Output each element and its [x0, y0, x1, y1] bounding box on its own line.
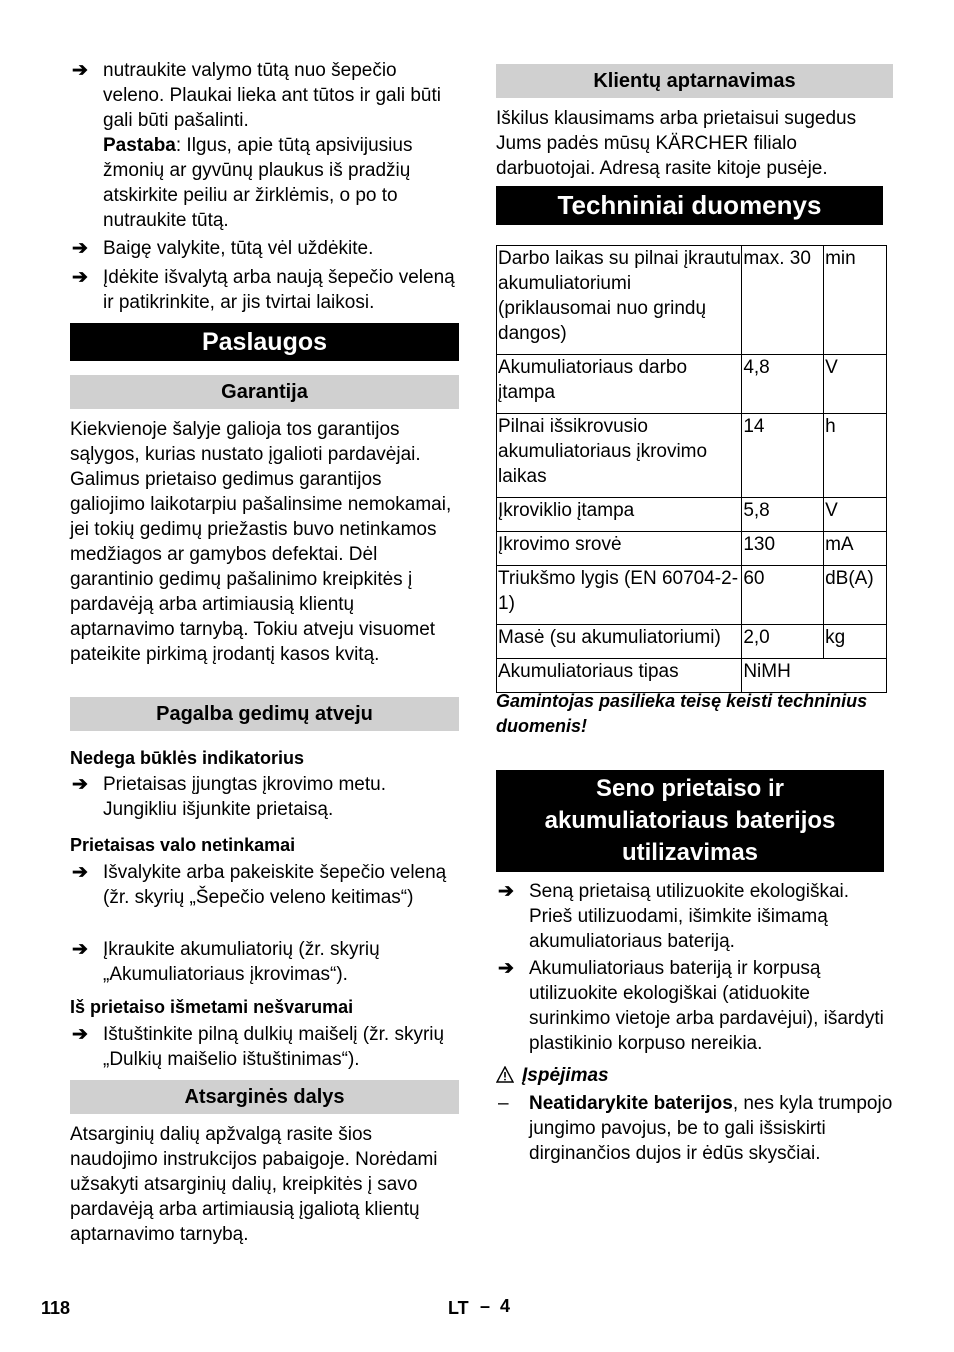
- bullet-item: [70, 860, 459, 910]
- subsection-title-warranty: Garantija: [70, 375, 459, 409]
- section-title-services: Paslaugos: [70, 323, 459, 361]
- subsection-title-customer-service: Klientų aptarnavimas: [496, 64, 893, 98]
- arrow-icon: ➔: [72, 1024, 88, 1045]
- table-cell-label: Pilnai išsikrovusio akumuliatoriaus įkrovimo laikas: [497, 414, 742, 498]
- arrow-icon: ➔: [72, 267, 88, 288]
- bullet-item: [70, 772, 459, 822]
- table-cell-unit: mA: [824, 532, 887, 566]
- subsection-title-spares: Atsarginės dalys: [70, 1080, 459, 1114]
- page-number: 118: [41, 1298, 71, 1318]
- technical-data-note: Gamintojas pasilieka teisę keisti techninius duomenis!: [496, 691, 868, 736]
- table-cell-value: 4,8: [742, 355, 824, 414]
- bullet-text: Įkraukite akumuliatorių (žr. skyrių „Akumuliatoriaus įkrovimas“).: [103, 939, 380, 985]
- table-cell-value: 5,8: [742, 498, 824, 532]
- fault-title: Iš prietaiso išmetami nešvarumai: [70, 997, 354, 1017]
- table-cell-label: Įkroviklio įtampa: [497, 498, 742, 532]
- arrow-icon: ➔: [498, 881, 514, 902]
- footer-language: LT: [448, 1298, 469, 1318]
- arrow-icon: ➔: [72, 238, 88, 259]
- table-cell-label: Triukšmo lygis (EN 60704-2-1): [497, 566, 742, 625]
- table-cell-unit: h: [824, 414, 887, 498]
- bullet-text: Seną prietaisą utilizuokite ekologiškai. Prieš utilizuodami, išimkite išimamą akumuliatoriaus bateriją.: [529, 881, 850, 952]
- note-text: : Ilgus, apie tūtą apsivijusius žmonių ar gyvūnų plaukus iš pradžių atskirkite peiliu ar žirklėmis, o po to nutraukite tūtą.: [103, 135, 413, 231]
- table-cell-value: 130: [742, 532, 824, 566]
- bullet-item: [70, 937, 459, 987]
- table-cell-label: Akumuliatoriaus darbo įtampa: [497, 355, 742, 414]
- warning-heading: [496, 1063, 609, 1088]
- warranty-text: Kiekvienoje šalyje galioja tos garantijos sąlygos, kurias nustato įgalioti pardavėjai. Galimus prietaiso gedimus garantijos galiojimo laikotarpiu pašalinsime nemokamai, jei tokių gedimų priežastis buvo netinkamos medžiagos ar gamybos defektai. Dėl garantinio gedimų pašalinimo kreipkitės į pardavėją arba artimiausią klientų aptarnavimo tarnybą. Tokiu atveju visuomet pateikite pirkimą įrodantį kasos kvitą.: [70, 419, 452, 665]
- table-cell-value: max. 30: [742, 246, 824, 355]
- subsection-title-troubleshooting: Pagalba gedimų atveju: [70, 697, 459, 731]
- fault-title: Nedega būklės indikatorius: [70, 748, 305, 768]
- section-title-disposal: [496, 770, 884, 872]
- bullet-text: Ištuštinkite pilną dulkių maišelį (žr. skyrių „Dulkių maišelio ištuštinimas“).: [103, 1024, 445, 1070]
- bullet-text: Įdėkite išvalytą arba naują šepečio veleną ir patikrinkite, ar jis tvirtai laikosi.: [103, 267, 455, 313]
- table-cell-value: NiMH: [742, 659, 887, 693]
- table-row: [497, 498, 887, 532]
- arrow-icon: ➔: [72, 774, 88, 795]
- table-cell-unit: V: [824, 355, 887, 414]
- bullet-text: Baigę valykite, tūtą vėl uždėkite.: [103, 238, 374, 259]
- footer-dash: –: [480, 1296, 491, 1316]
- table-cell-unit: dB(A): [824, 566, 887, 625]
- arrow-icon: ➔: [498, 958, 514, 979]
- arrow-icon: ➔: [72, 862, 88, 883]
- bullet-item: [70, 236, 459, 261]
- dash-icon: –: [498, 1093, 509, 1114]
- footer-subpage: 4: [500, 1296, 511, 1316]
- table-cell-value: 2,0: [742, 625, 824, 659]
- table-cell-unit: V: [824, 498, 887, 532]
- note-label: Pastaba: [103, 135, 176, 156]
- table-row: [497, 566, 887, 625]
- warning-item: [496, 1091, 893, 1166]
- table-row: [497, 414, 887, 498]
- technical-data-table: [496, 245, 887, 693]
- bullet-text: nutraukite valymo tūtą nuo šepečio veleno. Plaukai lieka ant tūtos ir gali būti gali būti pašalinti.: [103, 60, 441, 131]
- table-cell-unit: kg: [824, 625, 887, 659]
- table-row: [497, 246, 887, 355]
- table-row: [497, 625, 887, 659]
- table-row: [497, 659, 887, 693]
- arrow-icon: ➔: [72, 939, 88, 960]
- note-paragraph: [70, 133, 459, 233]
- table-cell-label: Akumuliatoriaus tipas: [497, 659, 742, 693]
- warning-triangle-icon: [496, 1063, 522, 1088]
- bullet-item: [70, 1022, 459, 1072]
- table-row: [497, 355, 887, 414]
- bullet-item: [496, 879, 893, 954]
- table-cell-value: 14: [742, 414, 824, 498]
- warning-text: , nes kyla trumpojo jungimo pavojus, be to gali išsiskirti dirginančios dujos ir ėdūs skysčiai.: [529, 1093, 893, 1164]
- table-cell-label: Darbo laikas su pilnai įkrautu akumuliatoriumi (priklausomai nuo grindų dangos): [497, 246, 742, 355]
- table-cell-unit: min: [824, 246, 887, 355]
- table-cell-label: Masė (su akumuliatoriumi): [497, 625, 742, 659]
- table-row: [497, 532, 887, 566]
- section-title-technical-data: Techniniai duomenys: [496, 186, 883, 225]
- table-cell-value: 60: [742, 566, 824, 625]
- spares-text: Atsarginių dalių apžvalgą rasite šios naudojimo instrukcijos pabaigoje. Norėdami užsakyti atsarginių dalių, kreipkitės į savo pardavėją arba artimiausią įgaliotą klientų aptarnavimo tarnybą.: [70, 1124, 438, 1245]
- table-cell-label: Įkrovimo srovė: [497, 532, 742, 566]
- bullet-item: [70, 58, 459, 133]
- bullet-text: Akumuliatoriaus bateriją ir korpusą utilizuokite ekologiškai (atiduokite surinkimo vietoje arba pardavėjui), išardyti plastikinio korpuso nereikia.: [529, 958, 884, 1054]
- customer-service-text: Iškilus klausimams arba prietaisui sugedus Jums padės mūsų KÄRCHER filialo darbuotojai. Adresą rasite kitoje pusėje.: [496, 108, 857, 179]
- bullet-item: [70, 265, 459, 315]
- bullet-text: Prietaisas įjungtas įkrovimo metu. Jungikliu išjunkite prietaisą.: [103, 774, 386, 820]
- fault-title: Prietaisas valo netinkamai: [70, 835, 296, 855]
- bullet-text: Išvalykite arba pakeiskite šepečio veleną (žr. skyrių „Šepečio veleno keitimas“): [103, 862, 447, 908]
- arrow-icon: ➔: [72, 60, 88, 81]
- disposal-title-text: Seno prietaiso ir akumuliatoriaus baterijos utilizavimas: [544, 775, 836, 866]
- warning-label: Įspėjimas: [522, 1065, 609, 1086]
- warning-bold-text: Neatidarykite baterijos: [529, 1093, 733, 1114]
- bullet-item: [496, 956, 893, 1056]
